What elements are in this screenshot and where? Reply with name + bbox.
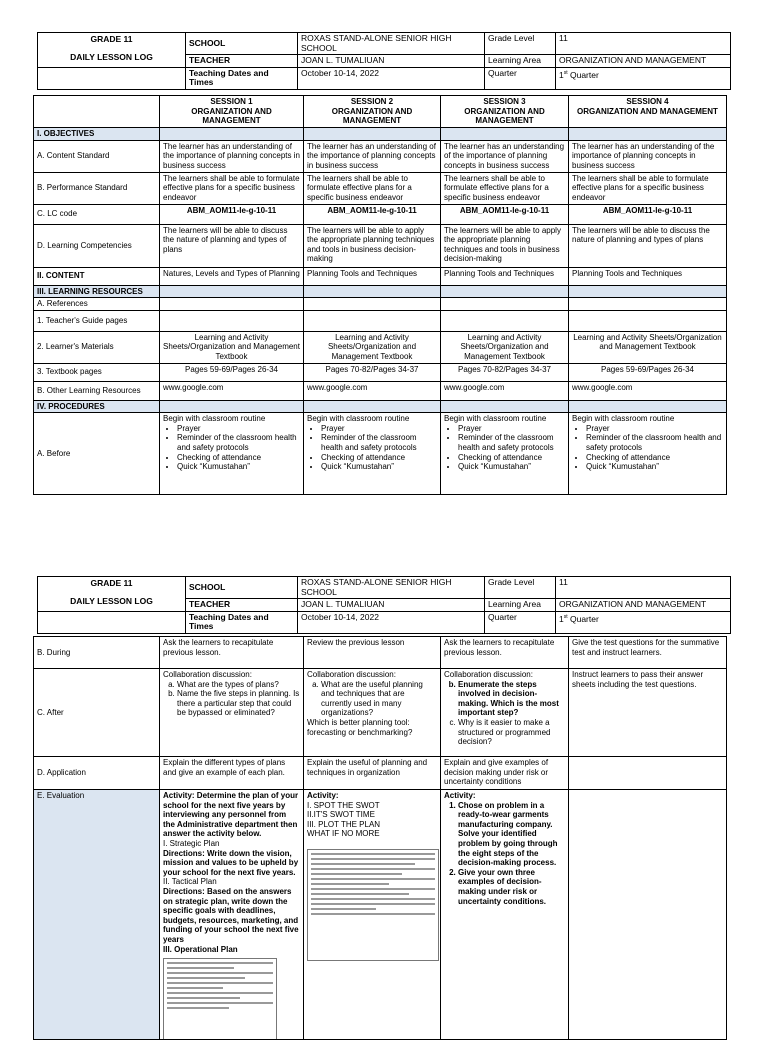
session-4-head: SESSION 4 ORGANIZATION AND MANAGEMENT [569,96,727,128]
lm-3: Learning and Activity Sheets/Organization and Management Textbook [441,331,569,363]
tb-3: Pages 70-82/Pages 34-37 [441,363,569,381]
cs-2: The learner has an understanding of the importance of planning concepts in business success [304,140,441,172]
ps-1: The learners shall be able to formulate effective plans for a specific business endeavor [160,172,304,204]
tb-2: Pages 70-82/Pages 34-37 [304,363,441,381]
quarter-label-2: Quarter [485,611,556,633]
content-3: Planning Tools and Techniques [441,267,569,285]
comp-4: The learners will be able to discuss the nature of planning and types of plans [569,224,727,267]
cs-4: The learner has an understanding of the importance of planning concepts in business success [569,140,727,172]
lc-1: ABM_AOM11-Ie-g-10-11 [160,204,304,224]
grade-level-label: Grade Level [485,33,556,55]
lm-1: Learning and Activity Sheets/Organization and Management Textbook [160,331,304,363]
app-1: Explain the different types of plans and give an example of each plan. [160,757,304,790]
school-label-2: SCHOOL [186,577,298,599]
other-4: www.google.com [569,381,727,400]
quarter-label: Quarter [485,67,556,89]
row-before: A. Before [34,413,160,495]
row-during: B. During [34,637,160,669]
header-table-2 [37,576,731,634]
row-application: D. Application [34,757,160,790]
lm-2: Learning and Activity Sheets/Organization and Management Textbook [304,331,441,363]
cs-3: The learner has an understanding of the importance of planning concepts in business success [441,140,569,172]
row-procedures: IV. PROCEDURES [34,400,160,413]
other-2: www.google.com [304,381,441,400]
swot-rubric-image [307,849,437,959]
grade-label-2: GRADE 11 [90,578,133,588]
row-performance-standard: B. Performance Standard [34,172,160,204]
comp-1: The learners will be able to discuss the nature of planning and types of plans [160,224,304,267]
teacher-label: TEACHER [186,55,298,68]
lc-2: ABM_AOM11-Ie-g-10-11 [304,204,441,224]
before-4: Begin with classroom routine • Prayer • Reminder of the classroom health and safety protocols • Checking of attendance • Quick “Kumustahan” [569,413,727,495]
row-lm: 2. Learner's Materials [34,331,160,363]
tb-1: Pages 59-69/Pages 26-34 [160,363,304,381]
during-3: Ask the learners to recapitulate previous lesson. [441,637,569,669]
after-2: Collaboration discussion: a. What are the useful planning and techniques that are currently used in many organizations? Which is better planning tool: forecasting or benchmarking? [304,669,441,757]
dates-label-2: Teaching Dates and Times [186,611,298,633]
comp-3: The learners will be able to apply the appropriate planning techniques and tools in business decision-making [441,224,569,267]
lc-3: ABM_AOM11-Ie-g-10-11 [441,204,569,224]
eval-2: Activity: I. SPOT THE SWOT II.IT'S SWOT TIME III. PLOT THE PLAN WHAT IF NO MORE [304,790,441,1040]
after-3: Collaboration discussion: b. Enumerate the steps involved in decision-making. Which is the most important step? c. Why is it easier to make a structured or programmed decision? [441,669,569,757]
row-resources: III. LEARNING RESOURCES [34,285,160,298]
dates-label: Teaching Dates and Times [186,67,298,89]
other-1: www.google.com [160,381,304,400]
during-4: Give the test questions for the summative test and instruct learners. [569,637,727,669]
rubric-image [163,958,300,1038]
learning-area-label-2: Learning Area [485,599,556,612]
row-tg-pages: 1. Teacher's Guide pages [34,310,160,331]
teacher-label-2: TEACHER [186,599,298,612]
row-textbook: 3. Textbook pages [34,363,160,381]
before-2: Begin with classroom routine • Prayer • Reminder of the classroom health and safety protocols • Checking of attendance • Quick “Kumustahan” [304,413,441,495]
quarter-value: 1st Quarter [556,67,731,89]
content-4: Planning Tools and Techniques [569,267,727,285]
quarter-value-2: 1st Quarter [556,611,731,633]
content-2: Planning Tools and Techniques [304,267,441,285]
during-1: Ask the learners to recapitulate previous lesson. [160,637,304,669]
dates-value: October 10-14, 2022 [298,67,485,89]
row-after: C. After [34,669,160,757]
ps-2: The learners shall be able to formulate effective plans for a specific business endeavor [304,172,441,204]
app-3: Explain and give examples of decision making under risk or uncertainty conditions [441,757,569,790]
learning-area-label: Learning Area [485,55,556,68]
row-other: B. Other Learning Resources [34,381,160,400]
lm-4: Learning and Activity Sheets/Organization and Management Textbook [569,331,727,363]
session-3-head: SESSION 3 ORGANIZATION AND MANAGEMENT [441,96,569,128]
comp-2: The learners will be able to apply the appropriate planning techniques and tools in business decision-making [304,224,441,267]
school-value-2: ROXAS STAND-ALONE SENIOR HIGH SCHOOL [298,577,485,599]
lesson-table-1 [33,95,727,495]
cs-1: The learner has an understanding of the importance of planning concepts in business success [160,140,304,172]
session-2-head: SESSION 2 ORGANIZATION AND MANAGEMENT [304,96,441,128]
learning-area-value: ORGANIZATION AND MANAGEMENT [556,55,731,68]
teacher-value-2: JOAN L. TUMALIUAN [298,599,485,612]
ps-4: The learners shall be able to formulate effective plans for a specific business endeavor [569,172,727,204]
eval-1: Activity: Determine the plan of your school for the next five years by interviewing any personnel from the Administrative department then answer the activity below. I. Strategic Plan Directions: Write down the vision, mission and values to be upheld by your school for the next five years. II. Tactical Plan Directions: Based on the answers on strategic plan, write down the specific goals with deadlines, budgets, resources, marketing, and funding of your school the next five years III. Operational Plan [160,790,304,1040]
row-content: II. CONTENT [34,267,160,285]
tb-4: Pages 59-69/Pages 26-34 [569,363,727,381]
row-evaluation: E. Evaluation [34,790,160,1040]
header-table-1 [37,32,731,90]
row-objectives: I. OBJECTIVES [34,128,160,141]
log-title-2: DAILY LESSON LOG [70,595,153,606]
other-3: www.google.com [441,381,569,400]
row-lc-code: C. LC code [34,204,160,224]
app-2: Explain the useful of planning and techniques in organization [304,757,441,790]
dates-value-2: October 10-14, 2022 [298,611,485,633]
row-competencies: D. Learning Competencies [34,224,160,267]
session-1-head: SESSION 1 ORGANIZATION AND MANAGEMENT [160,96,304,128]
content-1: Natures, Levels and Types of Planning [160,267,304,285]
grade-level-value-2: 11 [556,577,731,599]
before-1: Begin with classroom routine • Prayer • Reminder of the classroom health and safety protocols • Checking of attendance • Quick “Kumustahan” [160,413,304,495]
grade-level-label-2: Grade Level [485,577,556,599]
grade-label: GRADE 11 [90,34,133,44]
before-3: Begin with classroom routine • Prayer • Reminder of the classroom health and safety protocols • Checking of attendance • Quick “Kumustahan” [441,413,569,495]
learning-area-value-2: ORGANIZATION AND MANAGEMENT [556,599,731,612]
after-1: Collaboration discussion: a. What are the types of plans? b. Name the five steps in planning. Is there a particular step that could be bypassed or eliminated? [160,669,304,757]
row-references: A. References [34,298,160,311]
after-4: Instruct learners to pass their answer sheets including the test questions. [569,669,727,757]
log-title: DAILY LESSON LOG [70,51,153,62]
grade-level-value: 11 [556,33,731,55]
school-value: ROXAS STAND-ALONE SENIOR HIGH SCHOOL [298,33,485,55]
lesson-table-2 [33,636,727,1040]
during-2: Review the previous lesson [304,637,441,669]
school-label: SCHOOL [186,33,298,55]
row-content-standard: A. Content Standard [34,140,160,172]
eval-3: Activity: 1. Chose on problem in a ready-to-wear garments manufacturing company. Solve your identified problem by going through the eight steps of the decision-making process. 2. Give your own three examples of decision-making under risk or uncertainty conditions. [441,790,569,1040]
lc-4: ABM_AOM11-Ie-g-10-11 [569,204,727,224]
teacher-value: JOAN L. TUMALIUAN [298,55,485,68]
ps-3: The learners shall be able to formulate effective plans for a specific business endeavor [441,172,569,204]
